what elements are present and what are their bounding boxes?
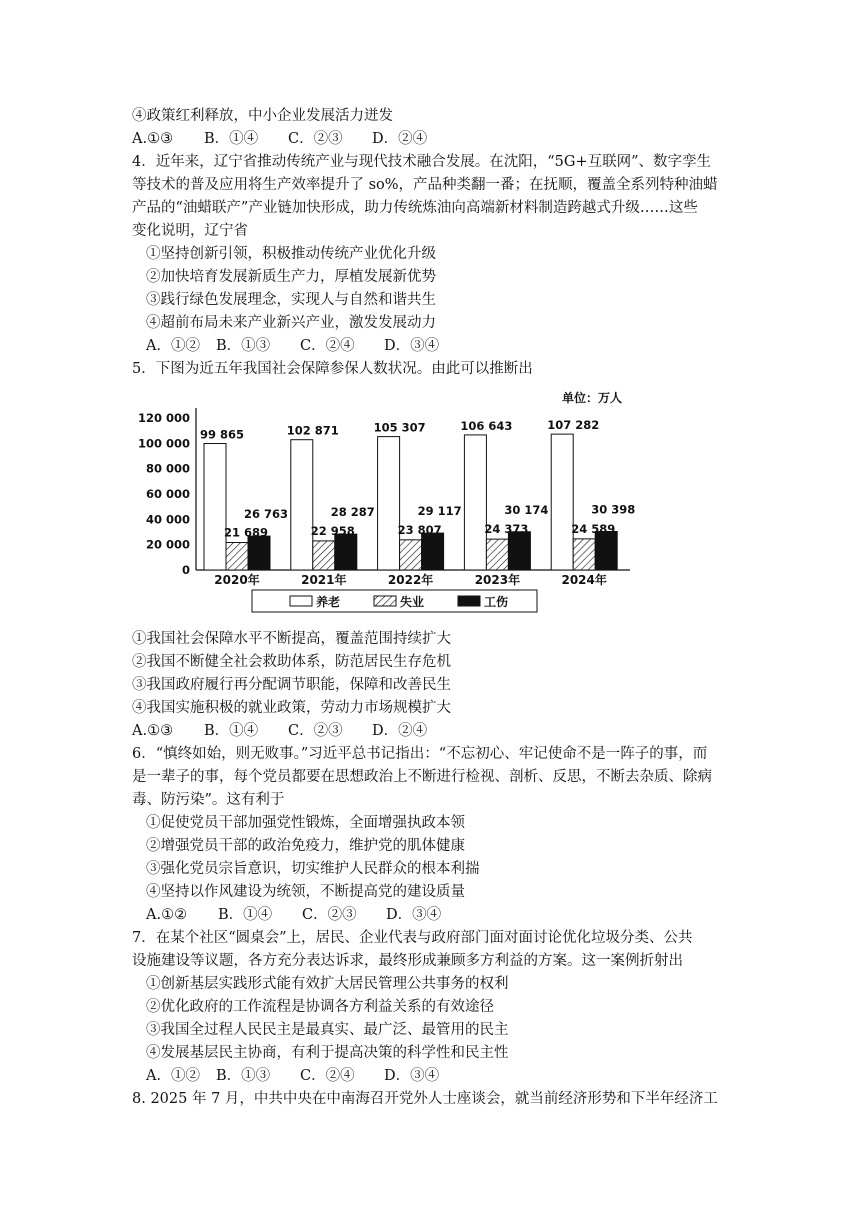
q7-option-4: ④发展基层民主协商，有利于提高决策的科学性和民主性 (146, 1045, 509, 1061)
answer-choice: B．①③ (216, 338, 271, 354)
q6-stem-line: 毒、防污染”。这有利于 (132, 792, 285, 808)
y-tick-label: 0 (181, 563, 190, 577)
data-label-injury: 28 287 (330, 505, 375, 520)
answer-choice: B．①④ (204, 131, 259, 147)
unit-label: 单位：万人 (562, 391, 623, 405)
q5-option-1: ①我国社会保障水平不断提高，覆盖范围持续扩大 (132, 631, 451, 647)
data-label-injury: 30 398 (591, 502, 636, 517)
answer-choice: C．②④ (300, 1068, 355, 1084)
bar-unemployment (313, 541, 335, 570)
q4-stem-line: 4．近年来，辽宁省推动传统产业与现代技术融合发展。在沈阳，“5G+互联网”、数字孪生 (132, 154, 712, 170)
x-tick-label: 2020年 (214, 573, 260, 587)
legend-swatch (290, 596, 312, 606)
answer-choice: D．③④ (386, 907, 442, 923)
bar-chart (132, 382, 652, 617)
q6-stem-line: 6．“慎终如始，则无败事。”习近平总书记指出：“不忘初心、牢记使命不是一阵子的事，而 (132, 746, 708, 762)
answer-choice: A．①② (146, 1068, 200, 1084)
y-tick-label: 80 000 (145, 461, 190, 476)
y-tick-label: 20 000 (145, 537, 190, 552)
answer-choice: D．②④ (372, 723, 428, 739)
q4-answer-choices (146, 335, 439, 357)
q7-option-3: ③我国全过程人民民主是最真实、最广泛、最管用的民主 (146, 1022, 509, 1038)
answer-choice: D．③④ (384, 1068, 440, 1084)
legend-label: 工伤 (484, 595, 509, 609)
data-label-unemployment: 24 589 (571, 521, 616, 536)
q4-stem-line: 产品的“油蜡联产”产业链加快形成，助力传统炼油向高端新材料制造跨越式升级……这些 (132, 200, 698, 216)
q3-answer-choices (132, 128, 427, 150)
data-label-pension: 102 871 (286, 423, 339, 438)
q6-option-1: ①促使党员干部加强党性锻炼，全面增强执政本领 (146, 815, 465, 831)
q5-option-4: ④我国实施积极的就业政策，劳动力市场规模扩大 (132, 700, 451, 716)
x-tick-label: 2021年 (301, 573, 347, 587)
q5-answer-choices (132, 720, 427, 742)
q4-stem-line: 变化说明，辽宁省 (132, 223, 248, 239)
data-label-unemployment: 21 689 (224, 525, 269, 540)
bar-unemployment (573, 539, 595, 570)
q5-stem-line: 5．下图为近五年我国社会保障参保人数状况。由此可以推断出 (132, 361, 533, 377)
x-tick-label: 2023年 (474, 573, 521, 587)
bar-injury (335, 534, 357, 570)
q7-answer-choices (146, 1065, 439, 1087)
answer-choice: B．①③ (216, 1068, 271, 1084)
x-tick-label: 2022年 (387, 573, 434, 587)
q7-stem-line: 设施建设等议题，各方充分表达诉求，最终形成兼顾多方利益的方案。这一案例折射出 (132, 953, 683, 969)
bar-injury (508, 532, 530, 570)
q3-option-4: ④政策红利释放，中小企业发展活力迸发 (132, 108, 393, 124)
legend-label: 养老 (316, 595, 341, 609)
q6-option-4: ④坚持以作风建设为统领，不断提高党的建设质量 (146, 884, 465, 900)
data-label-injury: 30 174 (504, 502, 549, 517)
q6-stem-line: 是一辈子的事，每个党员都要在思想政治上不断进行检视、剖析、反思，不断去杂质、除病 (132, 769, 712, 785)
q5-option-2: ②我国不断健全社会救助体系，防范居民生存危机 (132, 654, 451, 670)
q7-option-1: ①创新基层实践形式能有效扩大居民管理公共事务的权利 (146, 976, 509, 992)
bar-pension (204, 444, 226, 570)
q4-option-3: ③践行绿色发展理念，实现人与自然和谐共生 (146, 292, 436, 308)
answer-choice: B．①④ (218, 907, 273, 923)
q8-stem-line: 8. 2025 年 7 月，中共中央在中南海召开党外人士座谈会，就当前经济形势和下半年经济工 (132, 1091, 718, 1107)
answer-choice: D．③④ (384, 338, 440, 354)
q4-stem-line: 等技术的普及应用将生产效率提升了 so%，产品种类翻一番；在抚顺，覆盖全系列特种油蜡 (132, 177, 718, 193)
answer-choice: A．①② (146, 338, 200, 354)
bar-unemployment (226, 543, 248, 570)
q6-option-3: ③强化党员宗旨意识，切实维护人民群众的根本利揣 (146, 861, 480, 877)
answer-choice: A.①② (146, 907, 188, 923)
data-label-pension: 107 282 (547, 418, 600, 433)
data-label-unemployment: 23 807 (397, 522, 442, 537)
answer-choice: C．②④ (300, 338, 355, 354)
q5-option-3: ③我国政府履行再分配调节职能，保障和改善民生 (132, 677, 451, 693)
bar-pension (291, 440, 313, 570)
q6-option-2: ②增强党员干部的政治免疫力，维护党的肌体健康 (146, 838, 465, 854)
answer-choice: C．②③ (288, 131, 343, 147)
answer-choice: C．②③ (288, 723, 343, 739)
q4-option-1: ①坚持创新引领，积极推动传统产业优化升级 (146, 246, 436, 262)
data-label-injury: 26 763 (244, 507, 289, 522)
y-tick-label: 100 000 (137, 436, 190, 451)
data-label-unemployment: 24 373 (484, 522, 529, 537)
bar-pension (464, 435, 486, 570)
bar-injury (248, 536, 270, 570)
data-label-unemployment: 22 958 (310, 523, 355, 538)
data-label-pension: 106 643 (460, 418, 513, 433)
q7-stem-line: 7．在某个社区“圆桌会”上，居民、企业代表与政府部门面对面讨论优化垃圾分类、公共 (132, 930, 693, 946)
legend-swatch (458, 596, 480, 606)
answer-choice: B．①④ (204, 723, 259, 739)
q7-option-2: ②优化政府的工作流程是协调各方利益关系的有效途径 (146, 999, 494, 1015)
data-label-pension: 105 307 (373, 420, 426, 435)
answer-choice: A.①③ (132, 131, 174, 147)
bar-unemployment (486, 539, 508, 570)
bar-pension (551, 434, 573, 570)
bar-injury (422, 533, 444, 570)
data-label-injury: 29 117 (417, 504, 462, 519)
legend-swatch (374, 596, 396, 606)
answer-choice: A.①③ (132, 723, 174, 739)
y-tick-label: 120 000 (137, 411, 190, 425)
y-tick-label: 40 000 (145, 512, 190, 527)
legend-label: 失业 (400, 595, 425, 609)
bar-unemployment (400, 540, 422, 570)
insurance-chart (132, 382, 652, 617)
data-label-pension: 99 865 (200, 427, 245, 442)
answer-choice: C．②③ (302, 907, 357, 923)
y-tick-label: 60 000 (145, 487, 190, 501)
q4-option-4: ④超前布局未来产业新兴产业，激发发展动力 (146, 315, 436, 331)
q6-answer-choices (146, 904, 441, 926)
bar-injury (595, 531, 617, 570)
x-tick-label: 2024年 (561, 573, 607, 587)
answer-choice: D．②④ (372, 131, 428, 147)
bar-pension (378, 437, 400, 570)
q4-option-2: ②加快培育发展新质生产力，厚植发展新优势 (146, 269, 436, 285)
